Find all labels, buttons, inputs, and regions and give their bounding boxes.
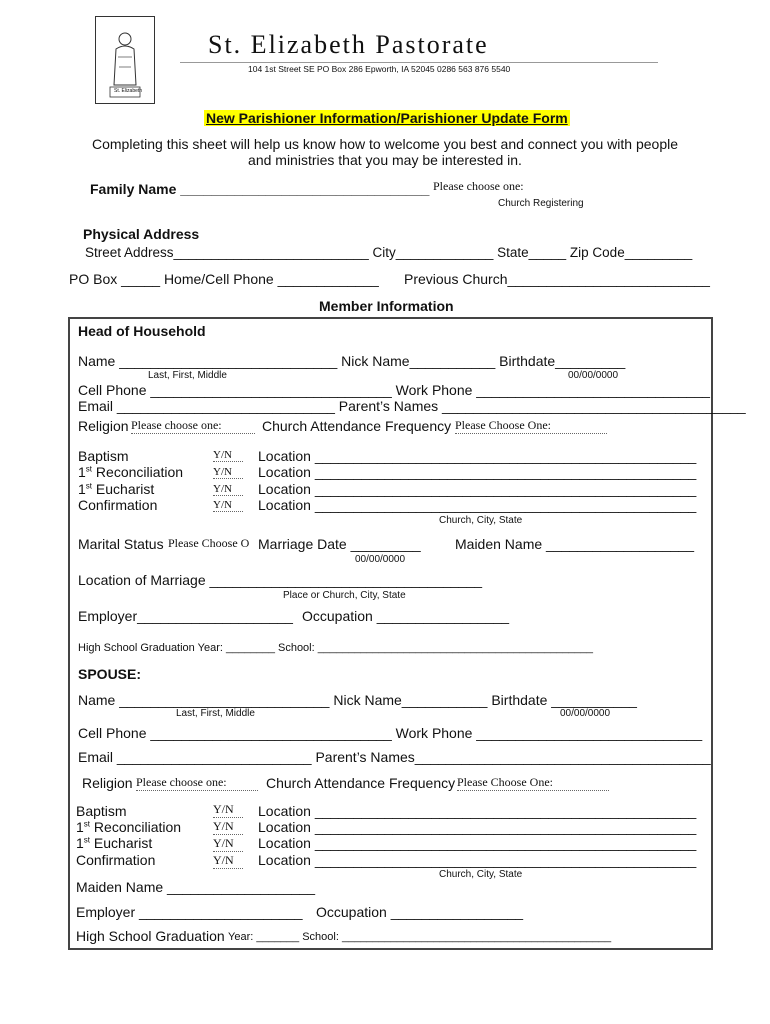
marriage-date-hint: 00/00/0000 — [355, 554, 406, 565]
head-employer-field[interactable]: Employer____________________ — [78, 608, 293, 624]
spouse-name-hint: Last, First, Middle — [176, 708, 255, 719]
spouse-sacrament-confirmation: Confirmation — [76, 852, 156, 868]
spouse-confirmation-location[interactable]: Location _________________________________________________ — [258, 852, 697, 868]
head-eucharist-yn[interactable]: Y/N — [213, 483, 243, 496]
form-title: New Parishioner Information/Parishioner Update Form — [206, 110, 568, 126]
member-information-heading: Member Information — [319, 298, 454, 314]
logo-text: St. Elizabeth — [114, 88, 143, 94]
street-address-row[interactable]: Street Address__________________________ City_____________ State_____ Zip Code_________ — [85, 245, 693, 260]
intro-line-1: Completing this sheet will help us know how to welcome you best and connect you with people — [92, 136, 678, 152]
spouse-eucharist-yn[interactable]: Y/N — [213, 836, 243, 852]
head-sacrament-eucharist: 1st Eucharist — [78, 481, 155, 497]
head-email-row[interactable]: Email ____________________________ Parent’s Names _______________________________________ — [78, 398, 746, 414]
org-name: St. Elizabeth Pastorate — [208, 30, 489, 59]
spouse-maiden-name-field[interactable]: Maiden Name ___________________ — [76, 879, 315, 895]
spouse-employer-field[interactable]: Employer _____________________ — [76, 904, 303, 920]
spouse-attendance-label: Church Attendance Frequency — [266, 775, 456, 791]
head-maiden-name-field[interactable]: Maiden Name ___________________ — [455, 536, 694, 552]
head-religion-label: Religion — [78, 418, 129, 434]
spouse-name-row[interactable]: Name ___________________________ Nick Name___________ Birthdate ___________ — [78, 692, 637, 708]
spouse-baptism-location[interactable]: Location _________________________________________________ — [258, 803, 697, 819]
head-name-row[interactable]: Name ____________________________ Nick Name___________ Birthdate_________ — [78, 353, 626, 369]
marital-status-select[interactable]: Please Choose O — [168, 536, 250, 550]
head-eucharist-location[interactable]: Location _________________________________________________ — [258, 481, 697, 497]
header-divider — [180, 62, 658, 63]
head-attendance-select[interactable]: Please Choose One: — [455, 418, 607, 434]
spouse-high-school-label: High School Graduation — [76, 928, 225, 944]
head-name-hint: Last, First, Middle — [148, 370, 227, 381]
spouse-attendance-select[interactable]: Please Choose One: — [457, 775, 609, 791]
spouse-religion-select[interactable]: Please choose one: — [136, 775, 258, 791]
spouse-confirmation-yn[interactable]: Y/N — [213, 853, 243, 869]
head-reconciliation-location[interactable]: Location _________________________________________________ — [258, 464, 697, 480]
head-baptism-location[interactable]: Location _________________________________________________ — [258, 448, 697, 464]
head-cell-row[interactable]: Cell Phone _______________________________ Work Phone ______________________________ — [78, 382, 710, 398]
head-occupation-field[interactable]: Occupation _________________ — [302, 608, 510, 624]
head-confirmation-location[interactable]: Location _________________________________________________ — [258, 497, 697, 513]
spouse-occupation-field[interactable]: Occupation _________________ — [316, 904, 524, 920]
spouse-church-hint: Church, City, State — [439, 869, 523, 880]
po-box-phone-row[interactable]: PO Box _____ Home/Cell Phone _____________ — [69, 271, 379, 287]
marriage-date-field[interactable]: Marriage Date _________ — [258, 536, 421, 552]
spouse-heading: SPOUSE: — [78, 666, 142, 682]
spouse-reconciliation-yn[interactable]: Y/N — [213, 819, 243, 835]
previous-church-field[interactable]: Previous Church__________________________ — [404, 271, 710, 287]
spouse-email-row[interactable]: Email _________________________ Parent’s Names______________________________________ — [78, 749, 711, 765]
marriage-place-hint: Place or Church, City, State — [283, 590, 406, 601]
parish-logo — [95, 16, 155, 104]
marital-status-label: Marital Status — [78, 536, 164, 552]
head-confirmation-yn[interactable]: Y/N — [213, 499, 243, 512]
spouse-birthdate-hint: 00/00/0000 — [560, 708, 611, 719]
spouse-sacrament-baptism: Baptism — [76, 803, 127, 819]
church-registering-select[interactable]: Please choose one: — [433, 179, 524, 193]
family-name-field[interactable]: Family Name ________________________________ — [90, 181, 430, 197]
spouse-baptism-yn[interactable]: Y/N — [213, 802, 243, 818]
spouse-high-school-row[interactable]: Year: _______ School: ____________________________________________ — [228, 931, 612, 943]
head-high-school-row[interactable]: High School Graduation Year: ________ School: _____________________________________________ — [78, 642, 594, 654]
head-attendance-label: Church Attendance Frequency — [262, 418, 452, 434]
church-registering-label: Church Registering — [498, 198, 584, 209]
head-religion-select[interactable]: Please choose one: — [131, 418, 255, 434]
head-sacrament-confirmation: Confirmation — [78, 497, 158, 513]
location-of-marriage-field[interactable]: Location of Marriage ___________________________________ — [78, 572, 483, 588]
spouse-religion-label: Religion — [82, 775, 133, 791]
head-church-hint: Church, City, State — [439, 515, 523, 526]
physical-address-heading: Physical Address — [83, 226, 200, 242]
spouse-sacrament-eucharist: 1st Eucharist — [76, 835, 153, 851]
spouse-reconciliation-location[interactable]: Location _________________________________________________ — [258, 819, 697, 835]
head-reconciliation-yn[interactable]: Y/N — [213, 466, 243, 479]
spouse-eucharist-location[interactable]: Location _________________________________________________ — [258, 835, 697, 851]
head-sacrament-reconciliation: 1st Reconciliation — [78, 464, 184, 480]
head-sacrament-baptism: Baptism — [78, 448, 129, 464]
spouse-sacrament-reconciliation: 1st Reconciliation — [76, 819, 182, 835]
head-baptism-yn[interactable]: Y/N — [213, 449, 243, 462]
spouse-cell-row[interactable]: Cell Phone _______________________________ Work Phone _____________________________ — [78, 725, 703, 741]
intro-line-2: and ministries that you may be interested in. — [248, 152, 522, 168]
head-of-household-heading: Head of Household — [78, 323, 206, 339]
head-birthdate-hint: 00/00/0000 — [568, 370, 619, 381]
org-address: 104 1st Street SE PO Box 286 Epworth, IA 52045 0286 563 876 5540 — [248, 64, 511, 74]
